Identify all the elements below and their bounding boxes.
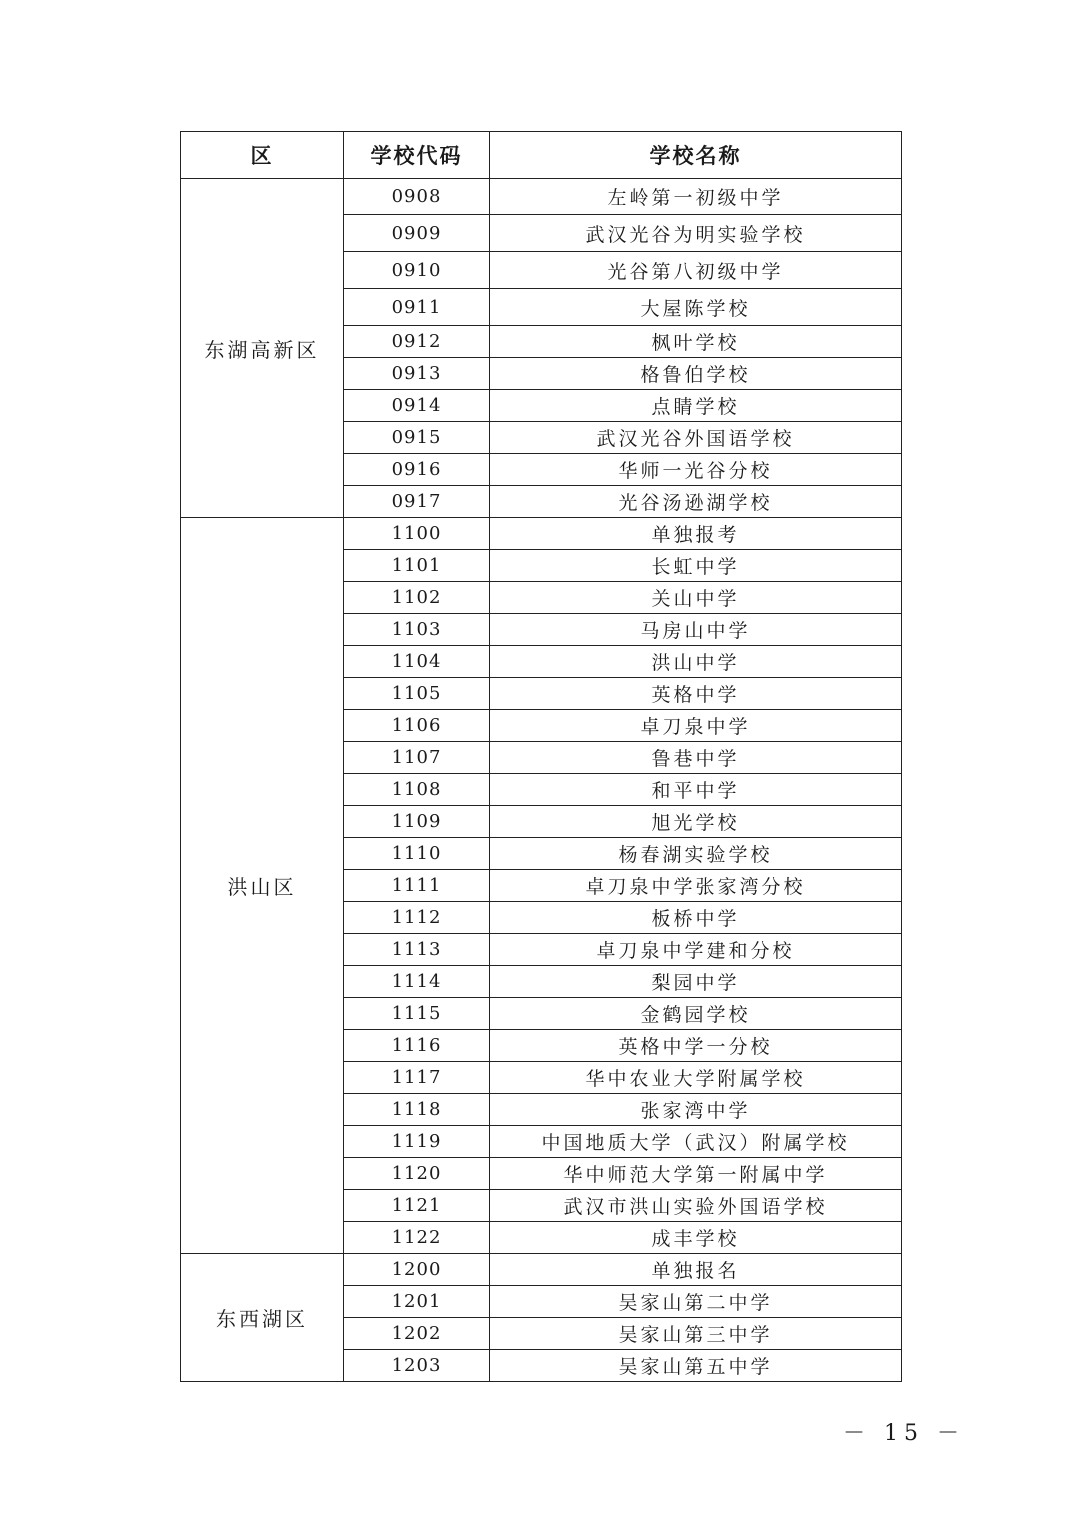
school-name-cell: 卓刀泉中学建和分校: [490, 934, 902, 966]
school-name-cell: 马房山中学: [490, 614, 902, 646]
school-name-cell: 格鲁伯学校: [490, 358, 902, 390]
school-code-cell: 1201: [344, 1286, 490, 1318]
school-code-cell: 1113: [344, 934, 490, 966]
school-code-cell: 1200: [344, 1254, 490, 1286]
school-code-cell: 1118: [344, 1094, 490, 1126]
school-name-cell: 武汉光谷为明实验学校: [490, 215, 902, 252]
table-body: [181, 179, 902, 1382]
school-name-cell: 华中师范大学第一附属中学: [490, 1158, 902, 1190]
school-code-cell: 1112: [344, 902, 490, 934]
table-row: [181, 1254, 902, 1286]
school-code-cell: 1114: [344, 966, 490, 998]
school-code-cell: 1100: [344, 518, 490, 550]
header-district: 区: [181, 132, 344, 179]
school-name-cell: 关山中学: [490, 582, 902, 614]
school-name-cell: 张家湾中学: [490, 1094, 902, 1126]
school-code-cell: 1104: [344, 646, 490, 678]
school-code-cell: 0913: [344, 358, 490, 390]
school-name-cell: 洪山中学: [490, 646, 902, 678]
school-name-cell: 单独报考: [490, 518, 902, 550]
school-code-cell: 0909: [344, 215, 490, 252]
school-code-cell: 1101: [344, 550, 490, 582]
district-cell: 洪山区: [181, 518, 344, 1254]
table-header-row: [181, 132, 902, 179]
school-name-cell: 左岭第一初级中学: [490, 179, 902, 215]
school-code-cell: 0912: [344, 326, 490, 358]
school-name-cell: 光谷第八初级中学: [490, 252, 902, 289]
school-name-cell: 中国地质大学（武汉）附属学校: [490, 1126, 902, 1158]
school-name-cell: 点睛学校: [490, 390, 902, 422]
school-name-cell: 旭光学校: [490, 806, 902, 838]
district-cell: 东西湖区: [181, 1254, 344, 1382]
school-code-cell: 1122: [344, 1222, 490, 1254]
school-code-cell: 1119: [344, 1126, 490, 1158]
school-code-cell: 0910: [344, 252, 490, 289]
district-cell: 东湖高新区: [181, 179, 344, 518]
school-name-cell: 金鹤园学校: [490, 998, 902, 1030]
school-name-cell: 吴家山第五中学: [490, 1350, 902, 1382]
school-code-cell: 1105: [344, 678, 490, 710]
school-name-cell: 单独报名: [490, 1254, 902, 1286]
school-name-cell: 卓刀泉中学: [490, 710, 902, 742]
school-code-cell: 1108: [344, 774, 490, 806]
page-number: － 15 －: [843, 1421, 965, 1446]
school-name-cell: 华师一光谷分校: [490, 454, 902, 486]
school-name-cell: 鲁巷中学: [490, 742, 902, 774]
school-name-cell: 梨园中学: [490, 966, 902, 998]
school-code-cell: 0908: [344, 179, 490, 215]
school-code-table: [180, 131, 902, 1382]
school-code-cell: 0914: [344, 390, 490, 422]
school-name-cell: 吴家山第三中学: [490, 1318, 902, 1350]
school-name-cell: 英格中学: [490, 678, 902, 710]
school-code-cell: 1120: [344, 1158, 490, 1190]
school-name-cell: 大屋陈学校: [490, 289, 902, 326]
school-code-cell: 1117: [344, 1062, 490, 1094]
school-name-cell: 英格中学一分校: [490, 1030, 902, 1062]
school-name-cell: 武汉市洪山实验外国语学校: [490, 1190, 902, 1222]
school-code-cell: 1115: [344, 998, 490, 1030]
school-name-cell: 杨春湖实验学校: [490, 838, 902, 870]
school-code-cell: 1102: [344, 582, 490, 614]
school-code-cell: 1121: [344, 1190, 490, 1222]
table-row: [181, 179, 902, 215]
table-row: [181, 518, 902, 550]
school-code-cell: 1202: [344, 1318, 490, 1350]
school-name-cell: 枫叶学校: [490, 326, 902, 358]
school-name-cell: 武汉光谷外国语学校: [490, 422, 902, 454]
school-code-cell: 0916: [344, 454, 490, 486]
school-code-cell: 0911: [344, 289, 490, 326]
school-name-cell: 板桥中学: [490, 902, 902, 934]
school-code-cell: 1106: [344, 710, 490, 742]
school-code-cell: 1109: [344, 806, 490, 838]
school-code-cell: 0917: [344, 486, 490, 518]
school-code-cell: 1203: [344, 1350, 490, 1382]
school-code-cell: 0915: [344, 422, 490, 454]
school-name-cell: 光谷汤逊湖学校: [490, 486, 902, 518]
header-school-name: 学校名称: [490, 132, 902, 179]
school-code-cell: 1116: [344, 1030, 490, 1062]
school-name-cell: 和平中学: [490, 774, 902, 806]
school-name-cell: 卓刀泉中学张家湾分校: [490, 870, 902, 902]
school-name-cell: 吴家山第二中学: [490, 1286, 902, 1318]
school-name-cell: 长虹中学: [490, 550, 902, 582]
school-name-cell: 成丰学校: [490, 1222, 902, 1254]
school-code-cell: 1110: [344, 838, 490, 870]
school-code-cell: 1111: [344, 870, 490, 902]
school-code-cell: 1103: [344, 614, 490, 646]
school-name-cell: 华中农业大学附属学校: [490, 1062, 902, 1094]
header-school-code: 学校代码: [344, 132, 490, 179]
school-code-cell: 1107: [344, 742, 490, 774]
